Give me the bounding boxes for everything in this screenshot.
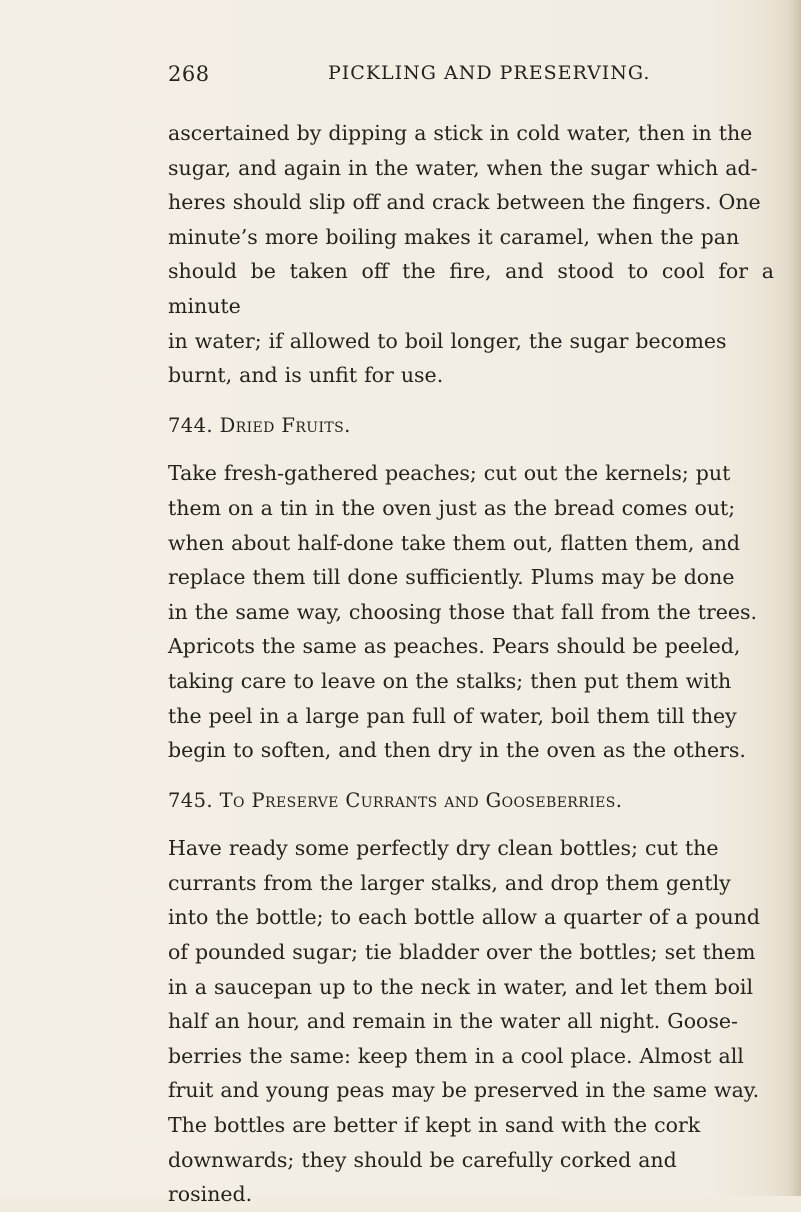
text-line: begin to soften, and then dry in the oven as the others. [168, 738, 746, 763]
text-line: rosined. [168, 1182, 253, 1207]
text-line: The bottles are better if kept in sand with the cork [168, 1113, 701, 1138]
page-edge-shadow [789, 0, 801, 1196]
section-title: To Preserve Currants and Gooseberries. [219, 788, 623, 812]
text-line: minute’s more boiling makes it caramel, when the pan [168, 224, 740, 249]
text-line: of pounded sugar; tie bladder over the bottles; set them [168, 940, 756, 965]
text-block [168, 116, 774, 1212]
running-title: PICKLING AND PRESERVING. [328, 62, 651, 84]
text-line: berries the same: keep them in a cool place. Almost all [168, 1043, 744, 1068]
text-line: downwards; they should be carefully corked and [168, 1147, 677, 1172]
section-heading-745 [168, 784, 774, 819]
page-header [168, 62, 688, 92]
text-line: burnt, and is unfit for use. [168, 363, 444, 388]
section-heading-744 [168, 409, 774, 444]
text-line: fruit and young peas may be preserved in the same way. [168, 1078, 760, 1103]
section-paragraph-745 [168, 831, 774, 1212]
text-line: heres should slip off and crack between the fingers. One [168, 190, 761, 215]
section-number: 745. [168, 788, 214, 812]
text-line: in a saucepan up to the neck in water, and let them boil [168, 974, 754, 999]
text-line: replace them till done sufficiently. Plums may be done [168, 565, 735, 590]
text-line: currants from the larger stalks, and drop them gently [168, 870, 731, 895]
text-line: into the bottle; to each bottle allow a quarter of a pound [168, 905, 760, 930]
text-line: in the same way, choosing those that fall from the trees. [168, 599, 758, 624]
text-line: should be taken off the fire, and stood to cool for a minute [168, 259, 774, 318]
continuation-paragraph [168, 116, 774, 393]
page-number: 268 [168, 62, 210, 86]
text-line: half an hour, and remain in the water all night. Goose- [168, 1009, 738, 1034]
text-line: them on a tin in the oven just as the bread comes out; [168, 495, 736, 520]
text-line: when about half-done take them out, flatten them, and [168, 530, 741, 555]
text-line: sugar, and again in the water, when the sugar which ad- [168, 155, 758, 180]
section-title: Dried Fruits. [219, 413, 351, 437]
text-line: in water; if allowed to boil longer, the sugar becomes [168, 328, 727, 353]
text-line: Apricots the same as peaches. Pears should be peeled, [168, 634, 741, 659]
text-line: Have ready some perfectly dry clean bottles; cut the [168, 836, 719, 861]
text-line: the peel in a large pan full of water, boil them till they [168, 703, 737, 728]
text-line: ascertained by dipping a stick in cold water, then in the [168, 121, 753, 145]
text-line: Take fresh-gathered peaches; cut out the kernels; put [168, 461, 731, 486]
section-number: 744. [168, 413, 214, 437]
text-line: taking care to leave on the stalks; then put them with [168, 668, 732, 693]
section-paragraph-744 [168, 456, 774, 767]
